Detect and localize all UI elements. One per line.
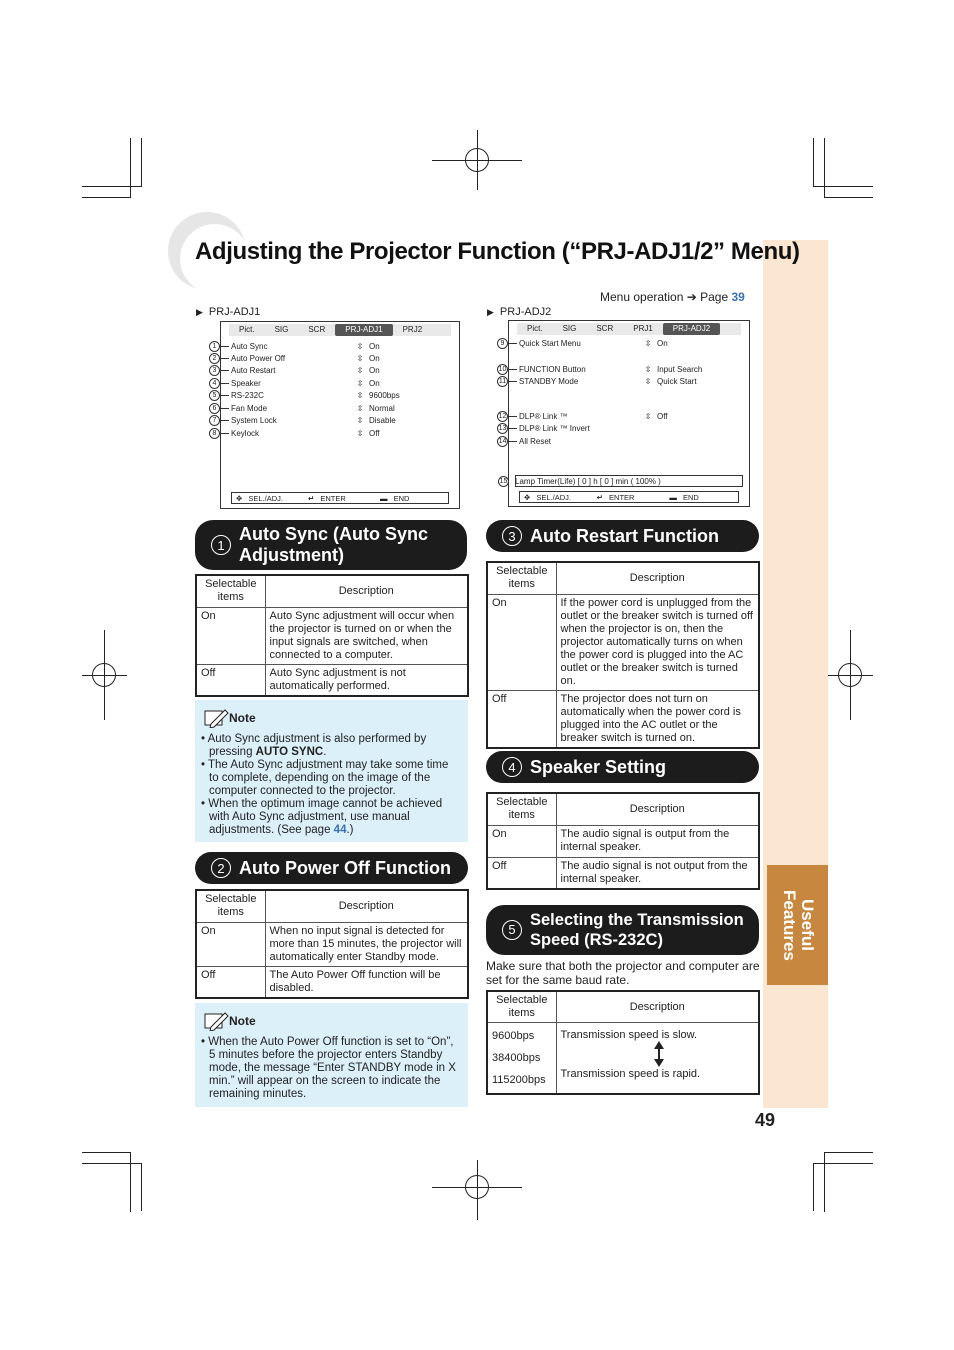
osd-row (498, 422, 743, 434)
osd-footer-item (376, 494, 448, 503)
callout-number: 1 (209, 341, 220, 352)
crop-mark (813, 1163, 814, 1211)
note-item (201, 759, 460, 798)
note-emphasis: AUTO SYNC (255, 746, 324, 758)
leader-line (219, 383, 229, 384)
osd-footer-label: END (682, 492, 699, 502)
osd-row (212, 352, 453, 364)
rate-description-cell (556, 1023, 759, 1095)
osd-footer (519, 491, 739, 503)
adjust-arrow-icon: ⇳ (356, 428, 364, 438)
pencil-icon (203, 1011, 229, 1031)
callout-number: 3 (209, 365, 220, 376)
speed-slow-text: Transmission speed is slow. (560, 1029, 698, 1041)
callout-number: 13 (498, 424, 507, 432)
osd-item-label: Fan Mode (231, 403, 268, 413)
table-header: Description (265, 575, 468, 607)
osd-item-value: On (369, 365, 380, 375)
selectable-item: Off (487, 857, 556, 889)
auto-restart-table (486, 561, 760, 749)
osd-tab: Pict. (527, 324, 543, 333)
adjust-arrow-icon: ⇳ (644, 338, 652, 348)
adjust-arrow-icon: ⇳ (356, 390, 364, 400)
table-row (196, 607, 468, 664)
lamp-timer-text: Lamp Timer(Life) [ 0 ] h [ 0 ] min ( 100% ) (515, 476, 661, 486)
note-item (201, 1036, 460, 1101)
osd-item-label: Speaker (231, 378, 261, 388)
table-row (487, 857, 759, 889)
osd-item-label: STANDBY Mode (519, 376, 579, 386)
osd-row (500, 337, 743, 349)
osd-item-value: On (369, 341, 380, 351)
osd-footer-label: SEL./ADJ. (536, 492, 571, 502)
section-title: Auto Sync (Auto Sync Adjustment) (239, 524, 429, 565)
callout-number: 10 (498, 365, 507, 373)
leader-line (219, 370, 229, 371)
table-header: Selectable items (487, 991, 556, 1023)
osd-footer-item (304, 494, 376, 503)
rate-value: 9600bps (492, 1030, 535, 1042)
osd-item-value: On (369, 353, 380, 363)
osd-tab: Pict. (239, 325, 255, 334)
item-description: The projector does not turn on automatically when the power cord is plugged into the AC outlet or the breaker switch is turned on. (556, 690, 759, 748)
note-text: Auto Sync adjustment is also performed by pressing (207, 733, 427, 758)
adjust-arrow-icon: ⇳ (356, 415, 364, 425)
osd-item-value: Input Search (657, 364, 703, 374)
osd-item-label: RS-232C (231, 390, 264, 400)
menu-operation-text: Menu operation ➔ Page (600, 290, 732, 304)
osd-item-value: 9600bps (369, 390, 400, 400)
leader-line (507, 369, 517, 370)
section-number: 5 (502, 920, 522, 940)
callout-number: 11 (498, 377, 507, 385)
osd-menu-prj-adj2 (498, 320, 750, 507)
bullet: • (201, 798, 209, 810)
dpad-icon: ✥ (524, 492, 533, 502)
section-title: Selecting the Transmission Speed (RS-232C) (530, 911, 744, 949)
crop-mark (82, 1163, 142, 1164)
item-description: The audio signal is not output from the internal speaker. (556, 857, 759, 889)
leader-line (219, 420, 229, 421)
section-title: Speaker Setting (530, 756, 667, 777)
callout-number: 14 (498, 437, 507, 445)
crop-mark (824, 1152, 825, 1212)
leader-line (219, 358, 229, 359)
triangle-icon: ▶ (196, 307, 203, 317)
crop-mark (82, 1152, 130, 1153)
osd-item-value: On (369, 378, 380, 388)
osd-row (212, 340, 453, 352)
note-heading (203, 708, 256, 728)
osd-row (212, 402, 453, 414)
item-description: When no input signal is detected for more than 15 minutes, the projector will automatically enter Standby mode. (265, 922, 468, 966)
selectable-item: On (487, 594, 556, 690)
auto-sync-table (195, 574, 469, 697)
table-header: Description (556, 991, 759, 1023)
osd-item-label: Keylock (231, 428, 260, 438)
osd-footer-label: SEL./ADJ. (248, 493, 283, 503)
page-number: 49 (755, 1110, 776, 1130)
item-description: Auto Sync adjustment will occur when the projector is turned on or when the input signals are switched, when connected to a computer. (265, 607, 468, 664)
selectable-item: Off (196, 664, 265, 696)
note-emphasis[interactable]: 44 (333, 824, 347, 836)
note-title: Note (229, 710, 256, 725)
crop-mark (130, 138, 131, 198)
page-title: Adjusting the Projector Function (“PRJ-ADJ1/2” Menu) (195, 238, 800, 265)
osd-row (212, 377, 453, 389)
callout-number: 15 (499, 477, 508, 485)
leader-line (219, 408, 229, 409)
crop-mark (813, 186, 873, 187)
crop-mark (82, 186, 142, 187)
table-header: Selectable items (196, 575, 265, 607)
osd-item-label: DLP® Link ™ Invert (519, 423, 590, 433)
osd-row (498, 363, 743, 375)
bullet: • (201, 759, 209, 771)
callout-number: 4 (209, 378, 220, 389)
osd-tab: SIG (562, 324, 577, 333)
selectable-item: Off (487, 690, 556, 748)
osd-item-label: DLP® Link ™ (519, 411, 568, 421)
item-description: If the power cord is unplugged from the outlet or the breaker switch is turned off when the projector is on, then the projector automatically turns on when the power cord is plugged into the AC outlet or the breaker switch is turned on. (556, 594, 759, 690)
osd-row (498, 410, 743, 422)
osd2-label-text: PRJ-ADJ2 (499, 306, 552, 318)
enter-icon: ↵ (308, 493, 317, 503)
osd-footer-label: END (393, 493, 410, 503)
note-text: When the Auto Power Off function is set to “On”, 5 minutes before the projector enters Standby mode, the message “Enter STANDBY mode in X min.” will appear on the screen to indicate the remaining minutes. (208, 1036, 456, 1100)
adjust-arrow-icon: ⇳ (644, 411, 652, 421)
table-row (196, 966, 468, 998)
note-text: The Auto Sync adjustment may take some time to complete, depending on the image of the computer connected to the projector. (208, 759, 449, 797)
leader-line (507, 428, 517, 429)
table-header-row (487, 562, 759, 594)
section-heading-auto-sync (195, 520, 467, 570)
enter-icon: ↵ (596, 492, 606, 502)
leader-line (507, 381, 517, 382)
leader-line (219, 395, 229, 396)
table-header-row (487, 991, 759, 1023)
osd-item-value: Normal (369, 403, 395, 413)
osd-item-label: Auto Sync (231, 341, 268, 351)
osd-item-label: FUNCTION Button (519, 364, 586, 374)
crop-mark (824, 138, 825, 198)
speed-rapid-text: Transmission speed is rapid. (560, 1068, 701, 1080)
osd-row (212, 414, 453, 426)
osd-tab: SIG (274, 325, 289, 334)
table-row (487, 690, 759, 748)
osd-item-label: Auto Power Off (231, 353, 286, 363)
adjust-arrow-icon: ⇳ (356, 378, 364, 388)
rate-value: 115200bps (492, 1074, 546, 1086)
osd-item-value: Off (657, 411, 668, 421)
osd-item-value: Quick Start (657, 376, 697, 386)
side-tab-label: Useful Features (780, 889, 817, 961)
selectable-item: On (196, 607, 265, 664)
osd-footer-item (520, 493, 593, 502)
note-title: Note (229, 1013, 256, 1028)
table-row (487, 825, 759, 857)
rs232c-intro: Make sure that both the projector and computer are set for the same baud rate. (486, 959, 760, 987)
osd-item-label: System Lock (231, 415, 277, 425)
note-list (201, 1036, 460, 1101)
triangle-icon: ▶ (487, 307, 494, 317)
crop-mark (825, 1152, 873, 1153)
table-row (196, 664, 468, 696)
adjust-arrow-icon: ⇳ (356, 365, 364, 375)
section-number: 1 (211, 535, 231, 555)
crop-mark (82, 197, 130, 198)
note-text: . (323, 746, 327, 758)
osd-tab: PRJ-ADJ1 (335, 324, 392, 336)
osd-tab: PRJ1 (633, 324, 653, 333)
section-number: 4 (502, 757, 522, 777)
osd-tab: SCR (308, 325, 326, 334)
note-box (195, 1003, 468, 1107)
adjust-arrow-icon: ⇳ (356, 403, 364, 413)
section-number: 3 (502, 526, 522, 546)
selectable-item: On (487, 825, 556, 857)
selectable-item: Off (196, 966, 265, 998)
bullet: • (201, 1036, 209, 1048)
osd-row (212, 389, 453, 401)
menu-button-icon: ▬ (380, 493, 390, 503)
leader-line (507, 343, 517, 344)
callout-number: 6 (209, 403, 220, 414)
crop-mark (813, 1163, 873, 1164)
section-number: 2 (211, 858, 231, 878)
leader-line (507, 416, 517, 417)
osd-footer (231, 492, 449, 504)
table-header: Selectable items (487, 562, 556, 594)
callout-number: 2 (209, 353, 220, 364)
note-text: .) (346, 824, 354, 836)
adjust-arrow-icon: ⇳ (356, 353, 364, 363)
osd-row (499, 475, 743, 487)
osd-footer-item (593, 493, 666, 502)
section-heading-auto-restart (486, 520, 759, 552)
auto-power-off-table (195, 889, 469, 999)
item-description: The audio signal is output from the internal speaker. (556, 825, 759, 857)
callout-number: 9 (497, 338, 508, 349)
leader-line (507, 441, 517, 442)
registration-mark (465, 148, 489, 172)
osd-tabs (229, 324, 451, 336)
adjust-arrow-icon: ⇳ (644, 376, 652, 386)
osd-item-label: All Reset (519, 436, 552, 446)
dpad-icon: ✥ (236, 493, 245, 503)
table-header: Description (265, 890, 468, 922)
osd-tab: PRJ2 (402, 325, 423, 334)
rs232c-table (486, 990, 760, 1095)
selectable-item: On (196, 922, 265, 966)
osd-tab: SCR (596, 324, 614, 333)
crop-mark (130, 1152, 131, 1212)
registration-mark (92, 663, 116, 687)
note-item (201, 798, 460, 837)
section-title: Auto Power Off Function (239, 857, 451, 878)
leader-line (219, 346, 229, 347)
osd-footer-label: ENTER (609, 492, 635, 502)
table-header-row (196, 890, 468, 922)
crop-mark (825, 197, 873, 198)
adjust-arrow-icon: ⇳ (644, 364, 652, 374)
crop-mark (813, 138, 814, 186)
osd-menu-prj-adj1 (212, 321, 460, 509)
rate-value: 38400bps (492, 1052, 541, 1064)
crop-mark (141, 138, 142, 186)
osd-item-value: Disable (369, 415, 396, 425)
osd-row (498, 375, 743, 387)
osd-tabs (517, 323, 741, 335)
table-header-row (196, 575, 468, 607)
note-list (201, 733, 460, 837)
osd-item-label: Auto Restart (231, 365, 276, 375)
item-description: The Auto Power Off function will be disabled. (265, 966, 468, 998)
leader-line (219, 433, 229, 434)
section-heading-rs232c (486, 905, 759, 955)
note-heading (203, 1011, 256, 1031)
osd-row (212, 364, 453, 376)
osd2-label (487, 306, 551, 318)
osd-row (498, 435, 743, 447)
callout-number: 5 (209, 390, 220, 401)
menu-operation-page-link[interactable]: 39 (731, 290, 745, 304)
osd-item-value: Off (369, 428, 380, 438)
pencil-icon (203, 708, 229, 728)
table-header: Selectable items (196, 890, 265, 922)
item-description: Auto Sync adjustment is not automatically performed. (265, 664, 468, 696)
adjust-arrow-icon: ⇳ (356, 341, 364, 351)
note-box (195, 700, 468, 842)
osd-item-value: On (657, 338, 668, 348)
speaker-table (486, 792, 760, 890)
crop-mark (141, 1163, 142, 1211)
section-heading-auto-power-off (195, 852, 468, 884)
registration-mark (465, 1175, 489, 1199)
bullet: • (201, 733, 208, 745)
osd-tab: PRJ-ADJ2 (663, 323, 720, 335)
table-header-row (487, 793, 759, 825)
menu-button-icon: ▬ (669, 492, 679, 502)
table-header: Selectable items (487, 793, 556, 825)
section-title: Auto Restart Function (530, 525, 719, 546)
note-item (201, 733, 460, 759)
menu-operation-ref (600, 290, 745, 304)
section-heading-speaker (486, 751, 759, 783)
osd-footer-label: ENTER (320, 493, 346, 503)
table-header: Description (556, 562, 759, 594)
registration-mark (838, 663, 862, 687)
table-row (196, 922, 468, 966)
osd-item-label: Quick Start Menu (519, 338, 581, 348)
osd-footer-item (232, 494, 304, 503)
table-row (487, 1023, 759, 1095)
callout-number: 7 (209, 415, 220, 426)
rate-cell (487, 1023, 556, 1095)
table-row (487, 594, 759, 690)
callout-number: 8 (209, 428, 220, 439)
note-text: When the optimum image cannot be achieved with Auto Sync adjustment, use manual adjustments. (See page (208, 798, 443, 836)
callout-number: 12 (498, 412, 507, 420)
osd-footer-item (665, 493, 738, 502)
table-header: Description (556, 793, 759, 825)
osd1-label (196, 306, 260, 318)
osd1-label-text: PRJ-ADJ1 (208, 306, 261, 318)
osd-row (212, 427, 453, 439)
